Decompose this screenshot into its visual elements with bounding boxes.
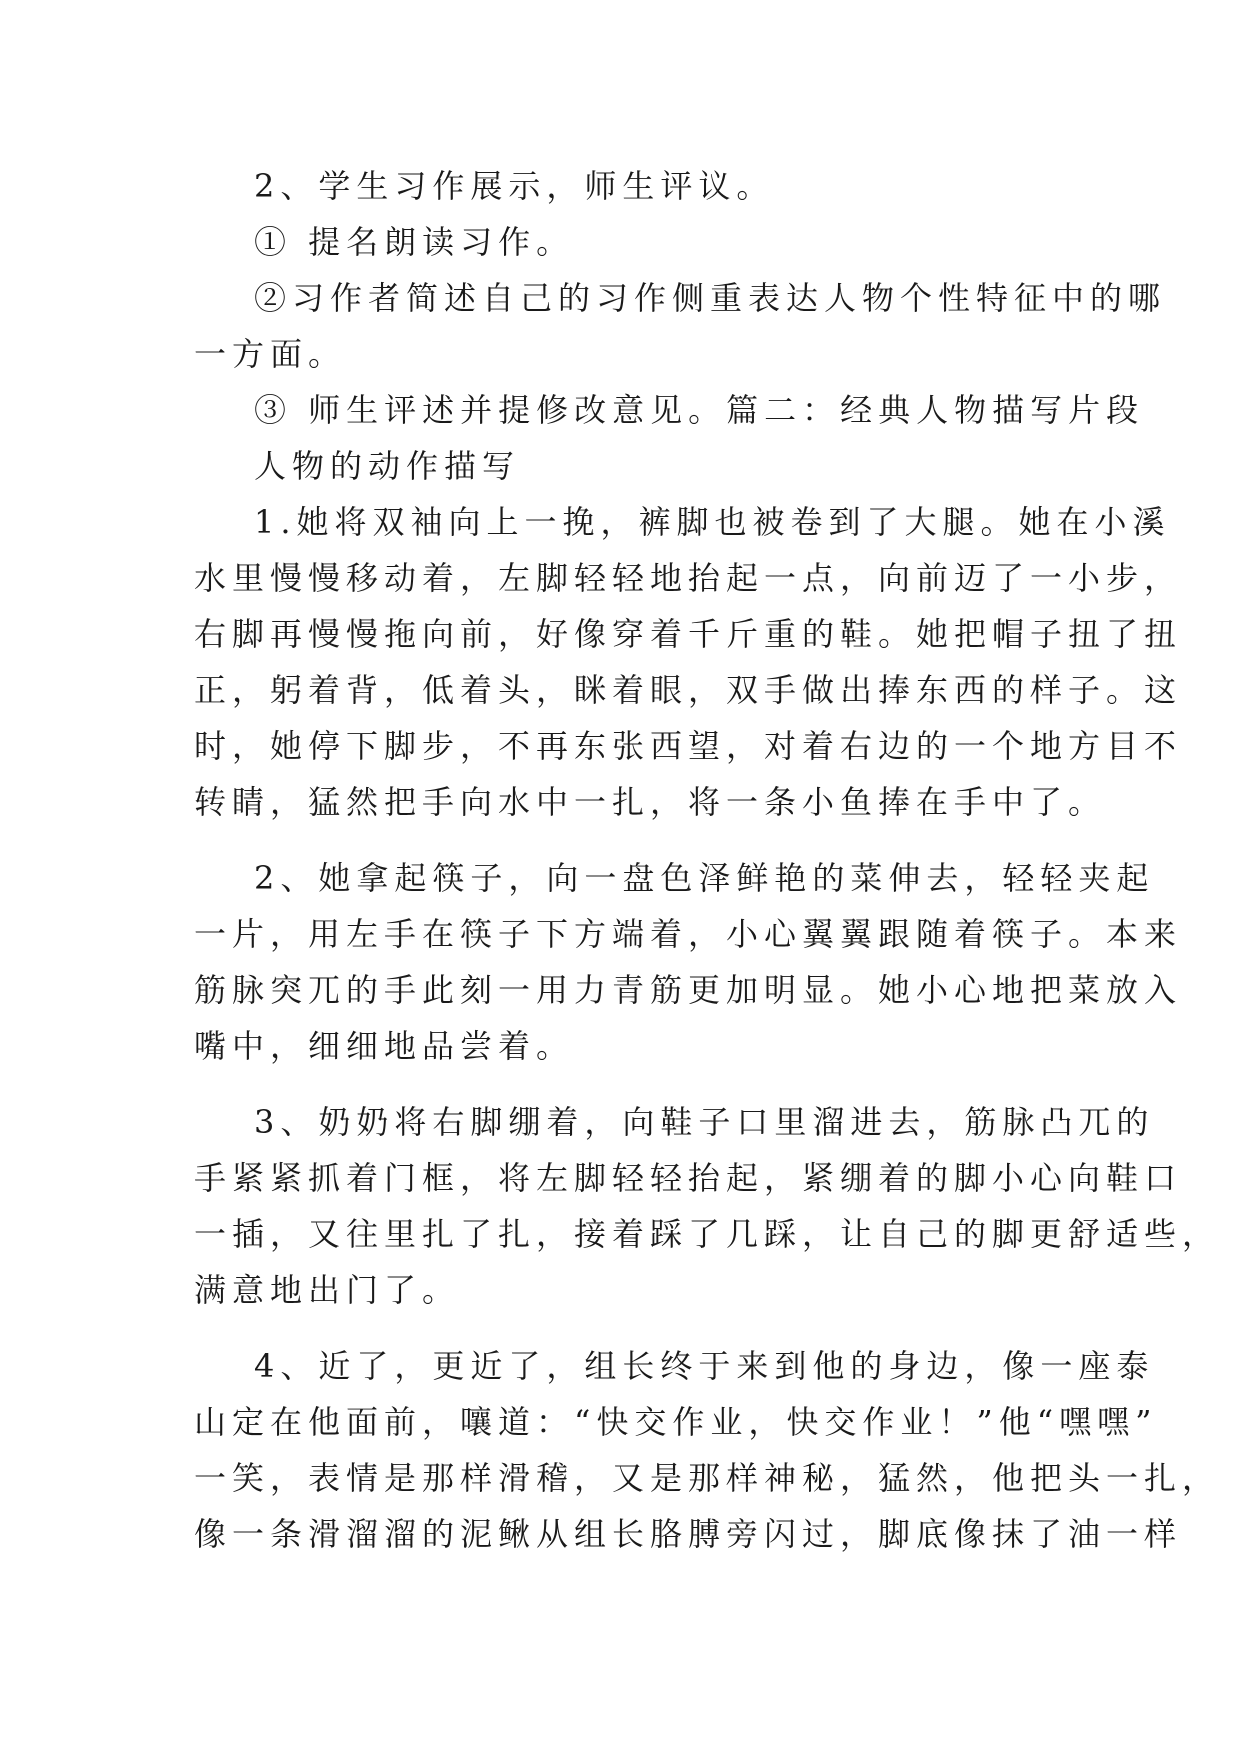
paragraph-line: 4、近了，更近了，组长终于来到他的身边，像一座泰 — [254, 1347, 1155, 1385]
paragraph-line: 水里慢慢移动着，左脚轻轻地抬起一点，向前迈了一小步， — [194, 559, 1183, 597]
paragraph-line: 2、她拿起筷子，向一盘色泽鲜艳的菜伸去，轻轻夹起 — [254, 859, 1155, 897]
paragraph-line: 手紧紧抓着门框，将左脚轻轻抬起，紧绷着的脚小心向鞋口 — [194, 1159, 1183, 1197]
paragraph-line: ②习作者简述自己的习作侧重表达人物个性特征中的哪 — [254, 279, 1167, 317]
paragraph-line: 2、学生习作展示，师生评议。 — [254, 167, 775, 205]
paragraph-line: 一片，用左手在筷子下方端着，小心翼翼跟随着筷子。本来 — [194, 915, 1183, 953]
paragraph-line: 右脚再慢慢拖向前，好像穿着千斤重的鞋。她把帽子扭了扭 — [194, 615, 1183, 653]
paragraph-line: 正，躬着背，低着头，眯着眼，双手做出捧东西的样子。这 — [194, 671, 1183, 709]
paragraph-line: 像一条滑溜溜的泥鳅从组长胳膊旁闪过，脚底像抹了油一样 — [194, 1515, 1183, 1553]
section-heading: 人物的动作描写 — [254, 447, 521, 485]
paragraph-line: 一方面。 — [194, 335, 347, 373]
paragraph-line: ① 提名朗读习作。 — [254, 223, 575, 261]
paragraph-line: 满意地出门了。 — [194, 1271, 461, 1309]
paragraph-line: 1.她将双袖向上一挽，裤脚也被卷到了大腿。她在小溪 — [254, 503, 1171, 541]
paragraph-line: 3、奶奶将右脚绷着，向鞋子口里溜进去，筋脉凸兀的 — [254, 1103, 1155, 1141]
paragraph-line: 一笑，表情是那样滑稽，又是那样神秘，猛然，他把头一扎， — [194, 1459, 1221, 1497]
paragraph-line: 筋脉突兀的手此刻一用力青筋更加明显。她小心地把菜放入 — [194, 971, 1183, 1009]
paragraph-line: 时，她停下脚步，不再东张西望，对着右边的一个地方目不 — [194, 727, 1183, 765]
paragraph-line: 山定在他面前，嚷道：“快交作业，快交作业！”他“嘿嘿” — [194, 1403, 1158, 1441]
paragraph-line: ③ 师生评述并提修改意见。篇二：经典人物描写片段 — [254, 391, 1145, 429]
paragraph-line: 一插，又往里扎了扎，接着踩了几踩，让自己的脚更舒适些， — [194, 1215, 1221, 1253]
paragraph-line: 嘴中，细细地品尝着。 — [194, 1027, 575, 1065]
paragraph-line: 转睛，猛然把手向水中一扎，将一条小鱼捧在手中了。 — [194, 783, 1107, 821]
